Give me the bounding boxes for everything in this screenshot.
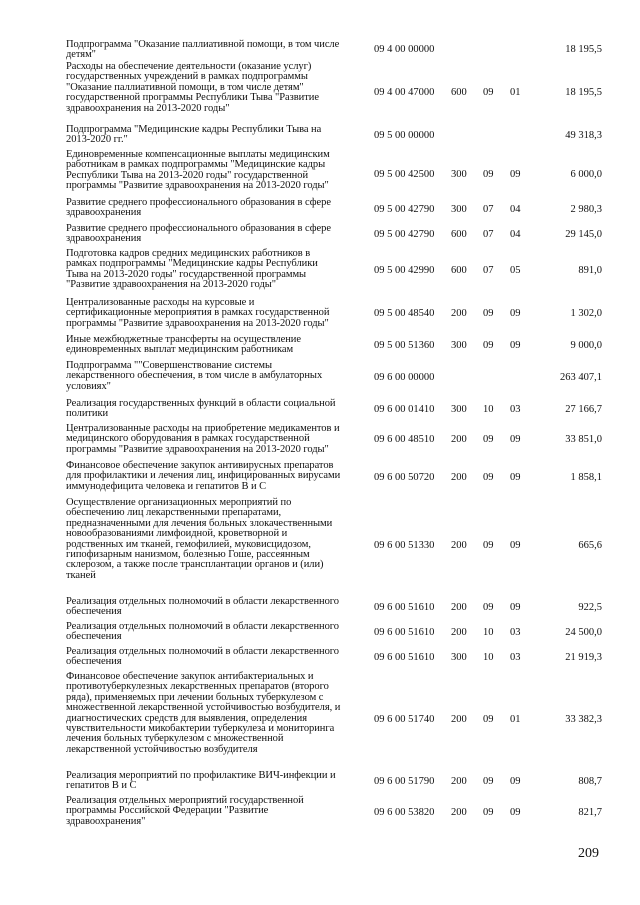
row-target-code: 09 6 00 51330 [374,540,435,551]
row-section: 10 [483,404,494,415]
row-description: Реализация государственных функций в области социальной политики [66,398,336,420]
row-description: Развитие среднего профессионального образования в сфере здравоохранения [66,223,331,245]
row-expense-type: 600 [451,87,467,98]
row-target-code: 09 5 00 42790 [374,229,435,240]
row-section: 09 [483,602,494,613]
row-section: 07 [483,265,494,276]
row-subsection: 09 [510,340,521,351]
row-section: 07 [483,229,494,240]
row-subsection: 09 [510,308,521,319]
row-expense-type: 200 [451,602,467,613]
row-amount: 1 302,0 [570,308,602,319]
row-amount: 665,6 [578,540,602,551]
row-target-code: 09 6 00 51610 [374,652,435,663]
row-section: 09 [483,714,494,725]
row-amount: 49 318,3 [565,130,602,141]
row-description: Расходы на обеспечение деятельности (оказание услуг) государственных учреждений в рамках подпрограммы "Оказание паллиативной помощи, в том числе детям" государственной программы Республики Тыва "Развитие здравоохранения на 2013-2020 годы" [66,61,319,114]
row-description: Осуществление организационных мероприятий по обеспечению лиц лекарственными препаратами, предназначенными для лечения больных злокачественными новообразованиями лимфоидной, кроветворной и родственных им тканей, гемофилией, муковисцидозом, гипофизарным нанизмом, болезнью Гоше, рассеянным склерозом, а также после трансплантации органов и (или) тканей [66,497,333,581]
row-description: Подпрограмма ""Совершенствование системы лекарственного обеспечения, в том числе в амбулаторных условиях" [66,360,323,392]
row-subsection: 05 [510,265,521,276]
row-amount: 24 500,0 [565,627,602,638]
row-amount: 9 000,0 [570,340,602,351]
row-target-code: 09 4 00 00000 [374,44,435,55]
row-target-code: 09 4 00 47000 [374,87,435,98]
row-amount: 18 195,5 [565,87,602,98]
row-description: Реализация отдельных мероприятий государственной программы Российской Федерации "Развитие здравоохранения" [66,795,304,827]
row-subsection: 09 [510,807,521,818]
row-description: Реализация отдельных полномочий в области лекарственного обеспечения [66,621,339,643]
row-expense-type: 200 [451,807,467,818]
row-description: Реализация отдельных полномочий в области лекарственного обеспечения [66,596,339,618]
row-description: Подпрограмма "Оказание паллиативной помощи, в том числе детям" [66,39,340,61]
row-section: 09 [483,472,494,483]
row-target-code: 09 5 00 42990 [374,265,435,276]
row-description: Иные межбюджетные трансферты на осуществление единовременных выплат медицинским работникам [66,334,301,356]
row-description: Финансовое обеспечение закупок антивирусных препаратов для профилактики и лечения лиц, инфицированных вирусами иммунодефицита человека и гепатитов В и С [66,460,341,492]
row-subsection: 04 [510,229,521,240]
row-expense-type: 600 [451,229,467,240]
row-target-code: 09 6 00 51610 [374,602,435,613]
page-number: 209 [578,846,599,861]
row-description: Единовременные компенсационные выплаты медицинским работникам в рамках подпрограммы "Медицинские кадры Республики Тыва на 2013-2020 годы" государственной программы "Развитие здравоохранения на 2013-2020 годы" [66,149,330,192]
row-subsection: 01 [510,87,521,98]
row-subsection: 09 [510,472,521,483]
row-description: Централизованные расходы на приобретение медикаментов и медицинского оборудования в рамках государственной программы "Развитие здравоохранения на 2013-2020 годы" [66,423,340,455]
row-subsection: 03 [510,404,521,415]
row-amount: 1 858,1 [570,472,602,483]
row-section: 09 [483,340,494,351]
row-section: 10 [483,652,494,663]
row-amount: 922,5 [578,602,602,613]
row-expense-type: 300 [451,340,467,351]
row-subsection: 09 [510,434,521,445]
row-target-code: 09 6 00 00000 [374,372,435,383]
row-description: Развитие среднего профессионального образования в сфере здравоохранения [66,197,331,219]
row-expense-type: 200 [451,472,467,483]
row-subsection: 04 [510,204,521,215]
row-section: 09 [483,540,494,551]
row-target-code: 09 5 00 51360 [374,340,435,351]
row-expense-type: 200 [451,540,467,551]
row-subsection: 01 [510,714,521,725]
row-expense-type: 300 [451,204,467,215]
row-amount: 33 382,3 [565,714,602,725]
row-expense-type: 200 [451,434,467,445]
row-subsection: 09 [510,169,521,180]
row-description: Централизованные расходы на курсовые и сертификационные мероприятия в рамках государственной программы "Развитие здравоохранения на 2013-2020 годы" [66,297,330,329]
row-target-code: 09 6 00 51610 [374,627,435,638]
row-section: 09 [483,807,494,818]
row-target-code: 09 6 00 48510 [374,434,435,445]
row-section: 09 [483,169,494,180]
row-target-code: 09 6 00 01410 [374,404,435,415]
row-target-code: 09 5 00 00000 [374,130,435,141]
row-section: 09 [483,776,494,787]
row-amount: 821,7 [578,807,602,818]
row-subsection: 09 [510,540,521,551]
row-target-code: 09 6 00 51740 [374,714,435,725]
row-amount: 6 000,0 [570,169,602,180]
row-subsection: 03 [510,652,521,663]
row-target-code: 09 5 00 48540 [374,308,435,319]
row-section: 09 [483,87,494,98]
row-description: Подготовка кадров средних медицинских работников в рамках подпрограммы "Медицинские кадры Республики Тыва на 2013-2020 годы" государственной программы "Развитие здравоохранения на 2013-2020 годы" [66,248,318,291]
row-description: Финансовое обеспечение закупок антибактериальных и противотуберкулезных лекарственных препаратов (второго ряда), применяемых при лечении больных туберкулезом с множественной лекарственной устойчивостью возбудителя, и диагностических средств для выявления, определения чувствительности микобактерии туберкулеза и мониторинга лечения больных туберкулезом с множественной лекарственной устойчивостью возбудителя [66,671,341,755]
row-amount: 29 145,0 [565,229,602,240]
row-amount: 27 166,7 [565,404,602,415]
row-section: 10 [483,627,494,638]
row-expense-type: 200 [451,776,467,787]
row-target-code: 09 6 00 53820 [374,807,435,818]
row-target-code: 09 5 00 42790 [374,204,435,215]
row-target-code: 09 6 00 50720 [374,472,435,483]
row-section: 07 [483,204,494,215]
row-amount: 808,7 [578,776,602,787]
row-description: Подпрограмма "Медицинские кадры Республики Тыва на 2013-2020 гг." [66,124,322,146]
row-expense-type: 200 [451,627,467,638]
row-subsection: 03 [510,627,521,638]
row-section: 09 [483,308,494,319]
row-amount: 891,0 [578,265,602,276]
row-expense-type: 300 [451,169,467,180]
row-expense-type: 200 [451,714,467,725]
row-section: 09 [483,434,494,445]
row-expense-type: 300 [451,652,467,663]
row-target-code: 09 5 00 42500 [374,169,435,180]
row-amount: 2 980,3 [570,204,602,215]
row-subsection: 09 [510,776,521,787]
row-amount: 33 851,0 [565,434,602,445]
row-amount: 21 919,3 [565,652,602,663]
row-target-code: 09 6 00 51790 [374,776,435,787]
row-subsection: 09 [510,602,521,613]
row-expense-type: 200 [451,308,467,319]
row-amount: 263 407,1 [560,372,602,383]
row-expense-type: 600 [451,265,467,276]
row-description: Реализация мероприятий по профилактике ВИЧ-инфекции и гепатитов В и С [66,770,336,792]
row-description: Реализация отдельных полномочий в области лекарственного обеспечения [66,646,339,668]
row-amount: 18 195,5 [565,44,602,55]
row-expense-type: 300 [451,404,467,415]
